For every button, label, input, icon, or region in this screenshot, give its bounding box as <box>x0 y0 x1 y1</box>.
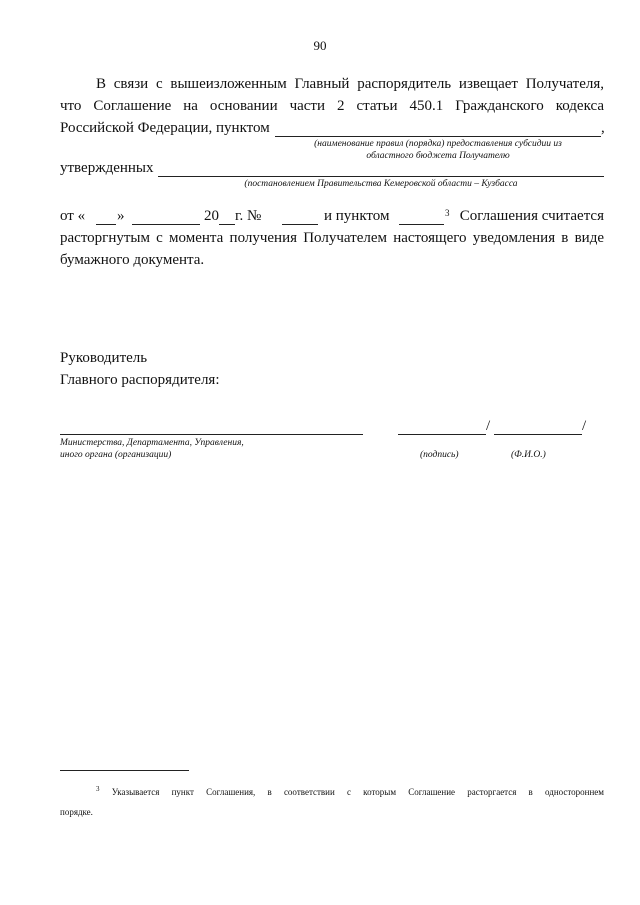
signature-slash-2: / <box>582 418 587 434</box>
rules-name-fill-line <box>275 136 601 137</box>
caption-decree: (постановлением Правительства Кемеровской области – Кузбасса <box>244 179 518 189</box>
signature-slash-1: / <box>486 418 491 434</box>
decree-fill-line <box>158 176 604 177</box>
signature-fill-line <box>398 434 486 435</box>
month-fill-line <box>132 224 200 225</box>
footnote-line-2: порядке. <box>60 807 93 817</box>
signatory-title-line-1: Руководитель <box>60 350 148 366</box>
page-number: 90 <box>313 38 327 53</box>
caption-full-name: (Ф.И.О.) <box>511 450 546 460</box>
paragraph-1-line-3-label: Российской Федерации, пунктом <box>60 120 270 136</box>
year-fill-line <box>219 224 235 225</box>
footnote-marker: 3 <box>96 785 100 793</box>
point-fill-line <box>399 224 444 225</box>
agreement-considered: Соглашения считается <box>459 208 604 224</box>
paragraph-1-line-2: что Соглашение на основании части 2 статьи 450.1 Гражданского кодекса <box>60 98 604 114</box>
caption-organization-line-1: Министерства, Департамента, Управления, <box>60 438 244 448</box>
day-fill-line <box>96 224 116 225</box>
caption-rules-line-1: (наименование правил (порядка) предоставления субсидии из <box>314 139 562 149</box>
number-fill-line <box>282 224 318 225</box>
caption-rules-line-2: областного бюджета Получателю <box>366 151 510 161</box>
footnote-line-1 <box>60 785 604 797</box>
footnote-reference <box>445 208 450 227</box>
caption-signature: (подпись) <box>420 450 459 460</box>
footnote-reference-marker: 3 <box>445 208 450 218</box>
caption-organization-line-2: иного органа (организации) <box>60 450 172 460</box>
paragraph-2-line-2: расторгнутым с момента получения Получателем настоящего уведомления в виде <box>60 230 604 246</box>
signatory-title-line-2: Главного распорядителя: <box>60 372 220 388</box>
approved-label: утвержденных <box>60 160 154 176</box>
footnote-separator <box>60 770 189 771</box>
footnote-text-line-1: Указывается пункт Соглашения, в соответствии с которым Соглашение расторгается в одностороннем <box>111 787 604 797</box>
trailing-comma: , <box>601 120 605 136</box>
from-label: от « <box>60 208 86 224</box>
full-name-fill-line <box>494 434 582 435</box>
paragraph-2-line-3: бумажного документа. <box>60 252 205 268</box>
year-suffix-number-sign: г. № <box>235 208 262 224</box>
year-prefix: 20 <box>204 208 219 224</box>
paragraph-1-line-1: В связи с вышеизложенным Главный распорядитель извещает Получателя, <box>96 76 604 92</box>
close-quote: » <box>117 208 125 224</box>
and-point-label: и пунктом <box>324 208 390 224</box>
organization-fill-line <box>60 434 363 435</box>
